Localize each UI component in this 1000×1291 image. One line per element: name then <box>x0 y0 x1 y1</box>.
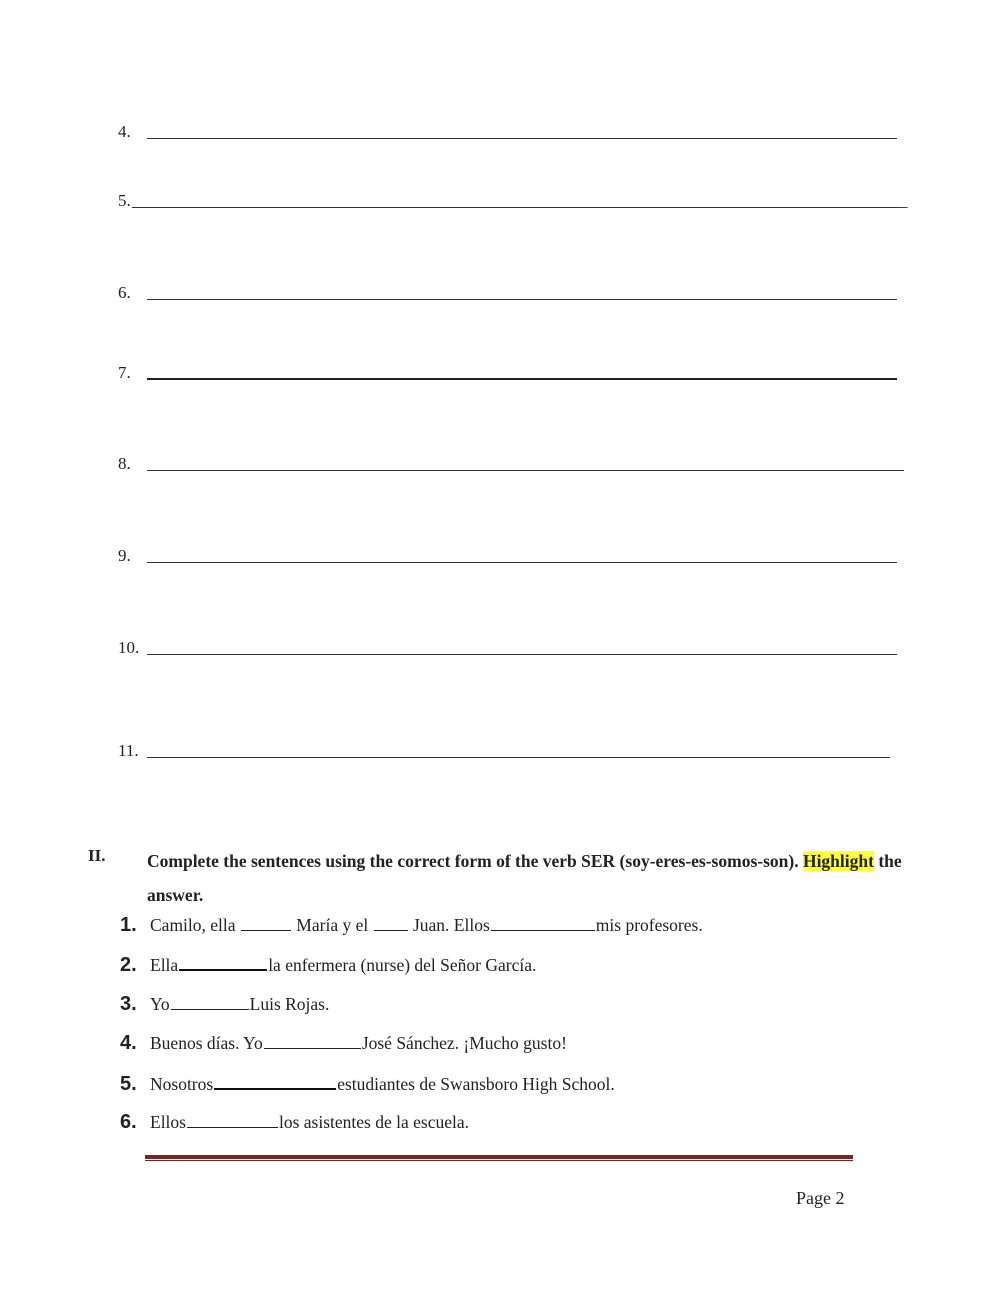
answer-underline <box>132 207 899 208</box>
line-number: 8. <box>118 454 131 473</box>
answer-line-10[interactable] <box>118 632 898 656</box>
question-text: mis profesores. <box>595 915 703 935</box>
answer-blank[interactable] <box>241 914 291 931</box>
line-number: 4. <box>118 122 131 141</box>
page-number: Page 2 <box>796 1188 845 1208</box>
answer-line-7[interactable] <box>118 357 898 381</box>
question-text: Yo <box>150 994 170 1014</box>
question-text: Luis Rojas. <box>249 994 330 1014</box>
answer-line-9[interactable] <box>118 540 898 564</box>
answer-line-6[interactable] <box>118 277 898 301</box>
footer-divider-thin <box>145 1160 853 1161</box>
question-text: Ella <box>150 955 179 975</box>
question-text: Juan. Ellos <box>408 915 490 935</box>
answer-line-5[interactable] <box>118 185 908 209</box>
question-2 <box>120 953 536 981</box>
question-text: Nosotros <box>150 1074 214 1094</box>
section-numeral: II. <box>88 846 106 865</box>
question-number: 6. <box>120 1111 137 1133</box>
instruction-text-end: the answer. <box>147 851 902 905</box>
line-number: 9. <box>118 546 131 565</box>
trailing-underscore: _ <box>899 191 908 210</box>
question-text: Buenos días. Yo <box>150 1033 263 1053</box>
answer-underline <box>147 299 897 300</box>
question-number: 1. <box>120 914 137 936</box>
answer-blank[interactable] <box>179 953 267 971</box>
highlight-word: Highlight <box>802 851 874 871</box>
question-number: 4. <box>120 1032 137 1054</box>
question-number: 5. <box>120 1073 137 1095</box>
question-text: María y el <box>291 915 373 935</box>
answer-blank[interactable] <box>187 1111 278 1128</box>
question-5 <box>120 1072 615 1100</box>
section-instructions <box>147 844 907 912</box>
answer-blank[interactable] <box>214 1072 336 1090</box>
question-text: José Sánchez. ¡Mucho gusto! <box>361 1033 567 1053</box>
question-number: 3. <box>120 993 137 1015</box>
answer-blank[interactable] <box>491 914 595 931</box>
question-6 <box>120 1111 469 1139</box>
answer-underline <box>147 757 890 758</box>
question-4 <box>120 1032 567 1060</box>
answer-underline <box>147 470 904 471</box>
answer-blank[interactable] <box>374 914 408 931</box>
answer-underline <box>147 138 897 139</box>
question-text: la enfermera (nurse) del Señor García. <box>268 955 537 975</box>
question-text: Camilo, ella <box>150 915 240 935</box>
line-number: 6. <box>118 283 131 302</box>
answer-underline <box>147 562 897 563</box>
question-3 <box>120 993 329 1021</box>
line-number: 10. <box>118 638 140 657</box>
question-text: Ellos <box>150 1112 186 1132</box>
answer-line-8[interactable] <box>118 448 908 472</box>
question-1 <box>120 914 703 942</box>
question-number: 2. <box>120 954 137 976</box>
answer-underline <box>147 654 897 655</box>
answer-line-11[interactable] <box>118 735 893 759</box>
question-text: los asistentes de la escuela. <box>278 1112 469 1132</box>
line-number: 7. <box>118 363 131 382</box>
answer-line-4[interactable] <box>118 116 898 140</box>
question-text: estudiantes de Swansboro High School. <box>337 1074 615 1094</box>
line-number: 11. <box>118 741 139 760</box>
instruction-text: Complete the sentences using the correct form of the verb SER (soy-eres-es-somos-son). <box>147 851 803 871</box>
answer-blank[interactable] <box>264 1032 361 1049</box>
answer-blank[interactable] <box>171 993 249 1010</box>
line-number: 5. <box>118 191 131 210</box>
answer-underline <box>147 378 897 380</box>
footer-divider <box>145 1155 853 1159</box>
